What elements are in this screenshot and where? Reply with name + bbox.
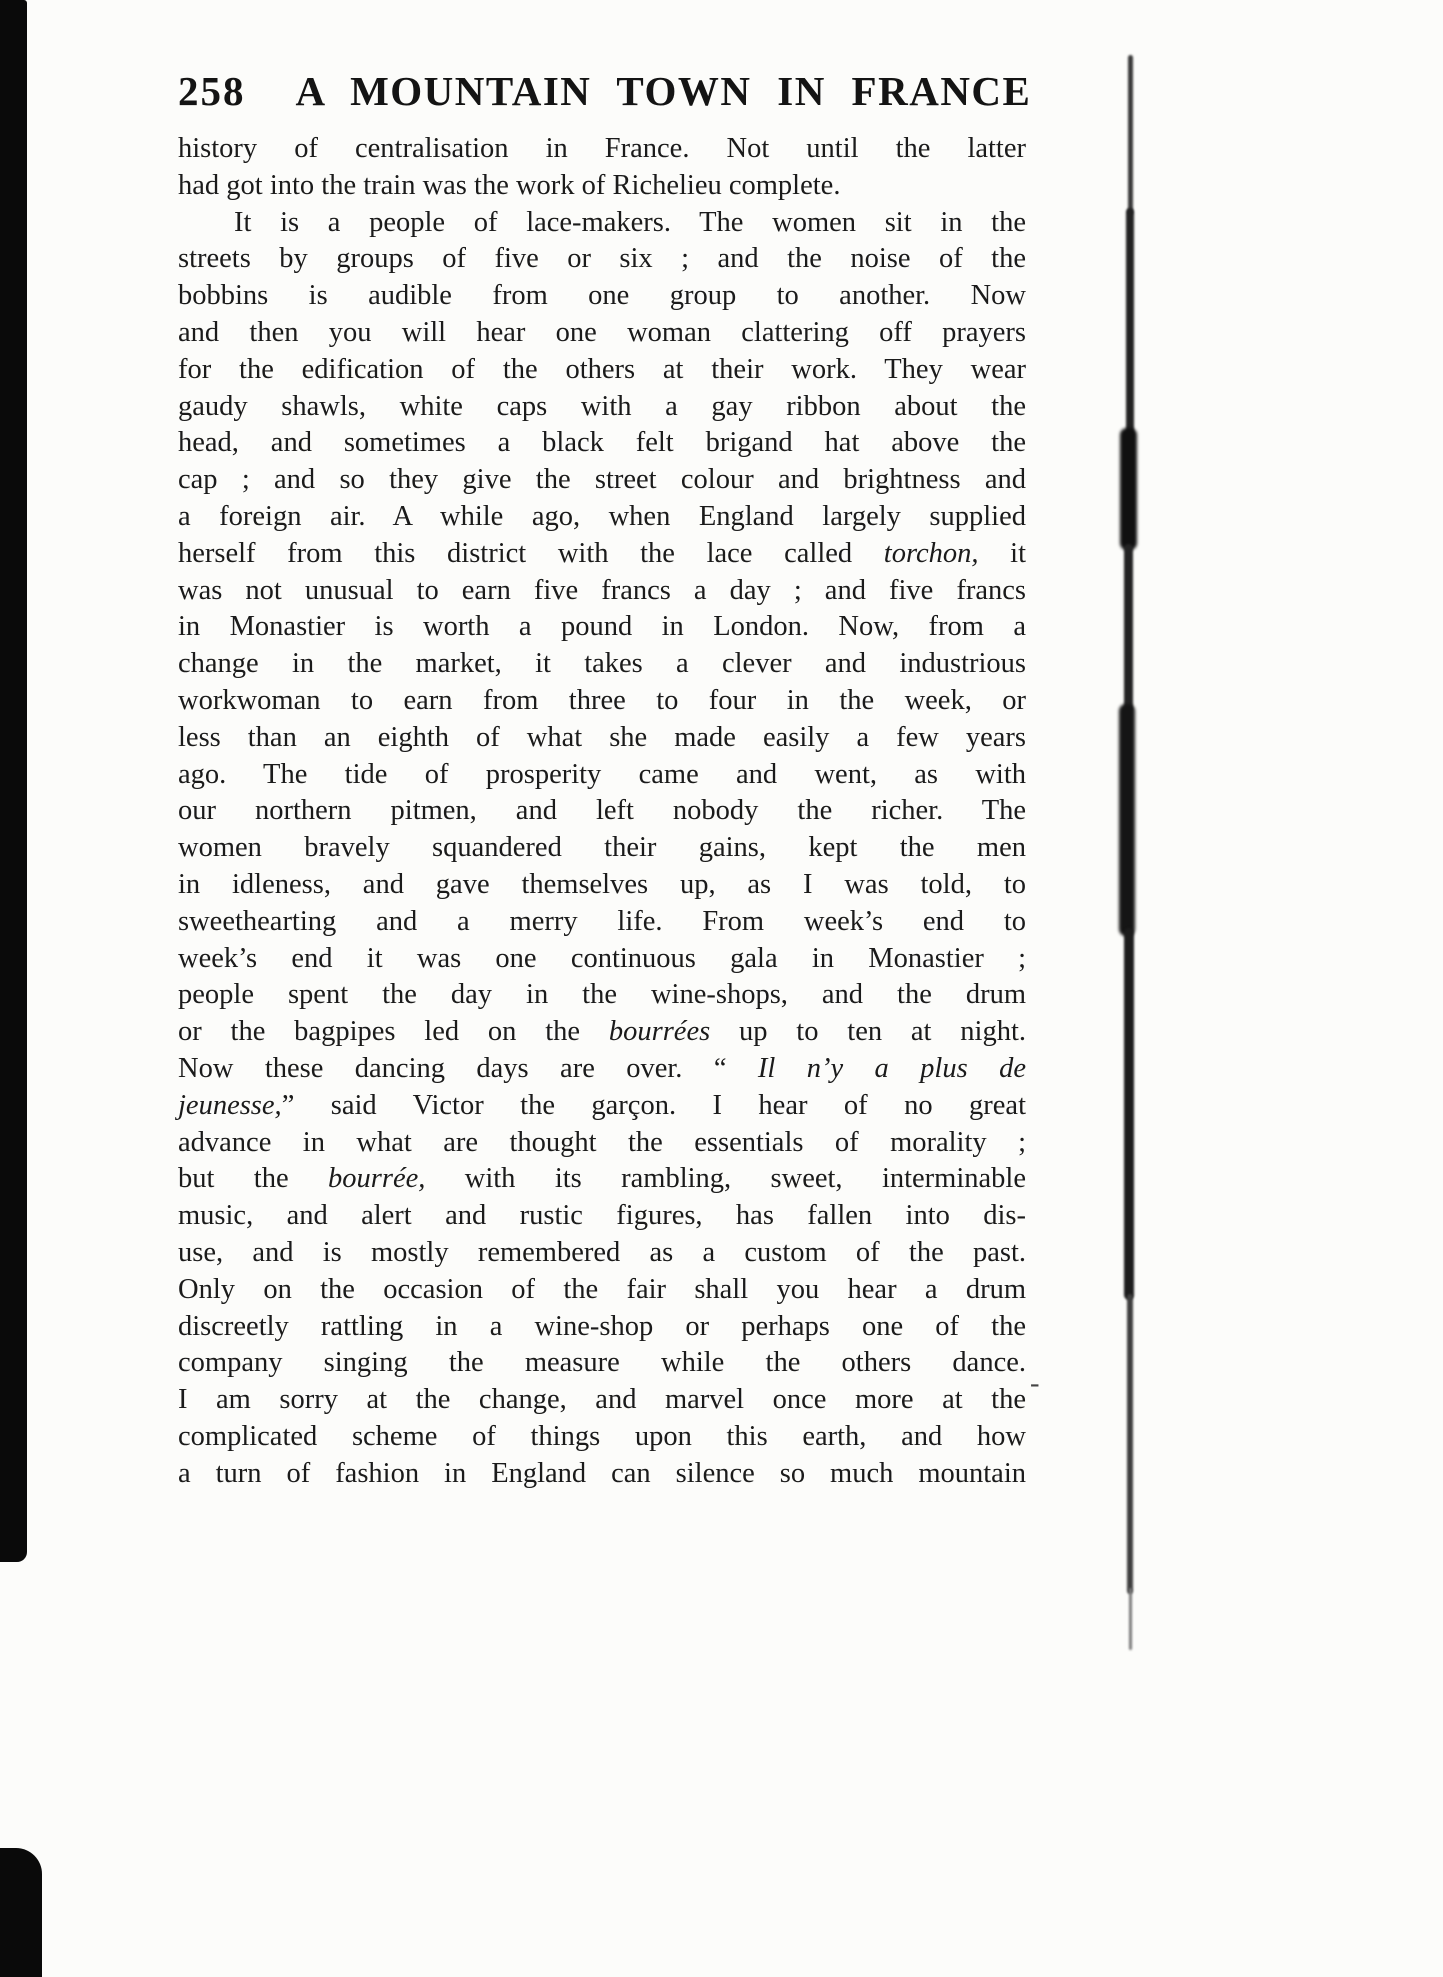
text-line: people spent the day in the wine-shops, and the drum (178, 979, 1026, 1011)
scan-artifact-right-streak (1128, 55, 1133, 215)
stray-ink-mark: - (1030, 1368, 1040, 1399)
text-line: for the edification of the others at their work. They wear (178, 353, 1026, 385)
text-block (178, 68, 1032, 1492)
scan-artifact-right-streak (1126, 208, 1134, 438)
scan-artifact-left-bar (0, 0, 27, 1562)
text-line: It is a people of lace-makers. The women sit in the (234, 206, 1026, 238)
text-line: herself from this district with the lace called torchon, it (178, 537, 1026, 569)
text-line: our northern pitmen, and left nobody the richer. The (178, 795, 1026, 827)
page-header (178, 68, 1032, 114)
text-line: bobbins is audible from one group to another. Now (178, 280, 1026, 312)
text-line: Now these dancing days are over. “ Il n’y a plus de (178, 1052, 1026, 1084)
text-line: in idleness, and gave themselves up, as I was told, to (178, 868, 1026, 900)
text-line: company singing the measure while the others dance. (178, 1347, 1026, 1379)
page-number: 258 (178, 68, 246, 114)
text-line: in Monastier is worth a pound in London. Now, from a (178, 611, 1026, 643)
scan-artifact-right-streak (1124, 544, 1133, 712)
text-line: music, and alert and rustic figures, has fallen into dis- (178, 1200, 1026, 1232)
text-line: or the bagpipes led on the bourrées up to ten at night. (178, 1016, 1026, 1048)
text-line: jeunesse,” said Victor the garçon. I hear of no great (178, 1089, 1026, 1121)
text-line: history of centralisation in France. Not until the latter (178, 133, 1026, 164)
text-line: was not unusual to earn five francs a day ; and five francs (178, 574, 1026, 606)
text-line: less than an eighth of what she made easily a few years (178, 721, 1026, 753)
text-line: a foreign air. A while ago, when England largely supplied (178, 500, 1026, 532)
text-line: streets by groups of five or six ; and the noise of the (178, 243, 1026, 275)
text-line: discreetly rattling in a wine-shop or perhaps one of the (178, 1310, 1026, 1342)
running-title: A MOUNTAIN TOWN IN FRANCE (295, 68, 1032, 114)
text-line: a turn of fashion in England can silence so much mountain (178, 1457, 1026, 1489)
text-line: sweethearting and a merry life. From week’s end to (178, 905, 1026, 937)
text-line: complicated scheme of things upon this earth, and how (178, 1420, 1026, 1452)
text-line: women bravely squandered their gains, kept the men (178, 832, 1026, 864)
scan-artifact-right-streak (1127, 1294, 1133, 1594)
text-line: use, and is mostly remembered as a custom of the past. (178, 1236, 1026, 1268)
text-line: advance in what are thought the essentials of morality ; (178, 1126, 1026, 1158)
text-line: ago. The tide of prosperity came and went, as with (178, 758, 1026, 790)
scan-artifact-right-streak (1119, 704, 1135, 936)
text-line: Only on the occasion of the fair shall you hear a drum (178, 1273, 1026, 1305)
text-line: week’s end it was one continuous gala in Monastier ; (178, 942, 1026, 974)
text-line: cap ; and so they give the street colour and brightness and (178, 464, 1026, 496)
text-line: head, and sometimes a black felt brigand hat above the (178, 427, 1026, 459)
scan-artifact-right-streak (1124, 928, 1134, 1300)
text-line: change in the market, it takes a clever and industrious (178, 648, 1026, 680)
text-line: but the bourrée, with its rambling, sweet, interminable (178, 1163, 1026, 1195)
scan-artifact-left-bottom-blob (0, 1848, 42, 1977)
text-line: had got into the train was the work of Richelieu complete. (178, 169, 841, 201)
body-text (178, 131, 1026, 1492)
text-line: and then you will hear one woman clattering off prayers (178, 316, 1026, 348)
text-line: workwoman to earn from three to four in the week, or (178, 684, 1026, 716)
text-line: gaudy shawls, white caps with a gay ribbon about the (178, 390, 1026, 422)
scan-artifact-right-streak (1129, 1588, 1132, 1650)
scan-artifact-right-streak (1120, 428, 1137, 550)
text-line: I am sorry at the change, and marvel once more at the (178, 1384, 1026, 1416)
